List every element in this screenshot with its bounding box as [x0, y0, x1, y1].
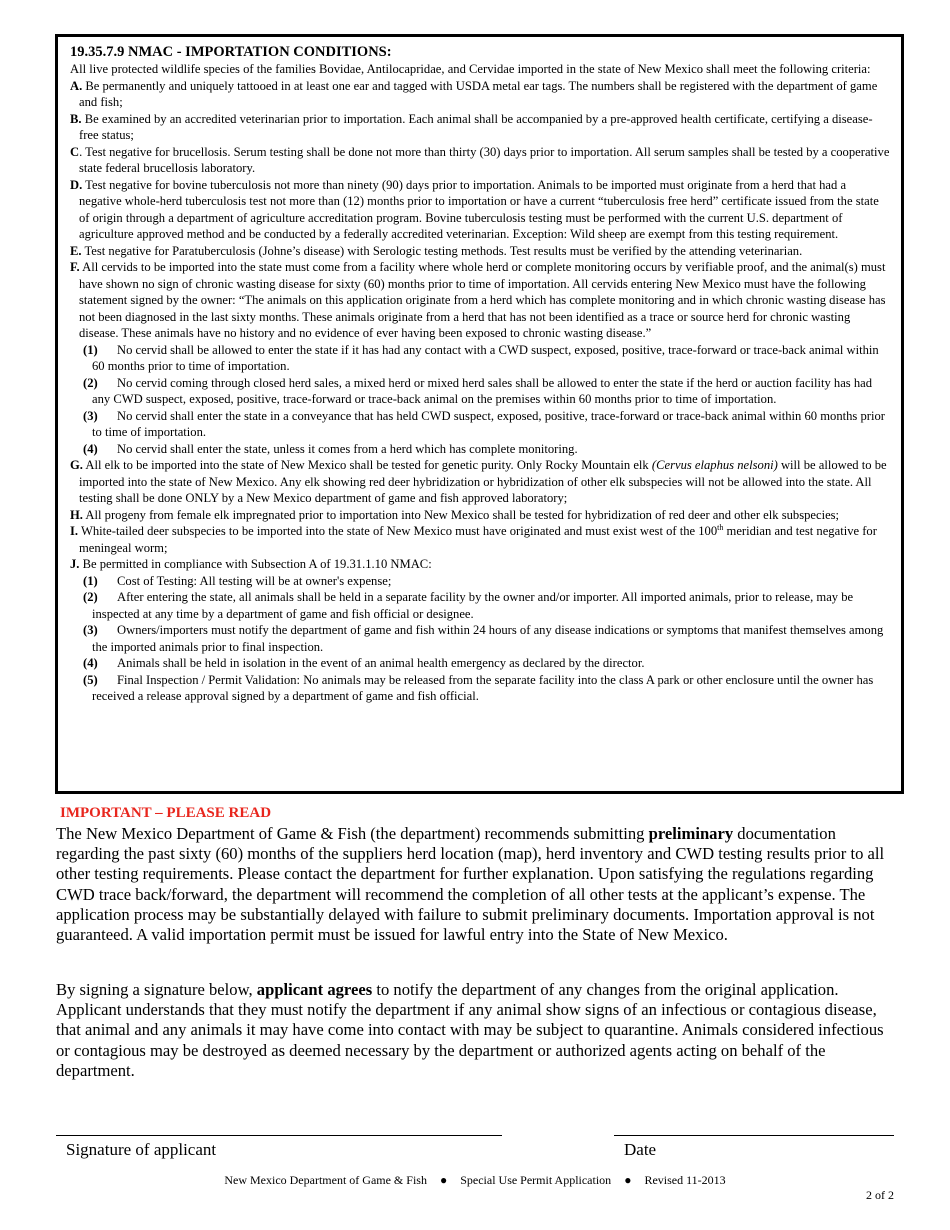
page-footer	[0, 1173, 950, 1188]
condition-a: A. Be permanently and uniquely tattooed in at least one ear and tagged with USDA metal ear tags. The numbers shall be registered with the department of game and fish;	[70, 78, 878, 109]
conditions-title: 19.35.7.9 NMAC - IMPORTATION CONDITIONS:	[70, 44, 392, 60]
condition-g: G. All elk to be imported into the state of New Mexico shall be tested for genetic purity. Only Rocky Mountain elk (Cervus elaphus nelsoni) will be allowed to be imported into the state of New Mexico. Any elk showing red deer hybridization or hybridization of other elk subspecies will not be allowed into the state. All testing shall be done ONLY by a New Mexico department of game and fish approved laboratory;	[70, 458, 887, 505]
applicant-signature-line[interactable]	[56, 1135, 502, 1136]
important-paragraph-1: The New Mexico Department of Game & Fish (the department) recommends submitting preliminary documentation regarding the past sixty (60) months of the suppliers herd location (map), herd inventory and CWD testing results prior to all other testing requirements. Please contact the department for further explanation. Upon satisfying the regulations regarding CWD trace back/forward, the department will recommend the completion of all other tests at the applicant’s expense. The application process may be substantially delayed with failure to submit preliminary documents. Importation approval is not guaranteed. A valid importation permit must be issued for lawful entry into the State of New Mexico.	[56, 824, 885, 945]
conditions-intro: All live protected wildlife species of the families Bovidae, Antilocapridae, and Cervidae imported in the state of New Mexico shall meet the following criteria:	[70, 62, 871, 76]
applicant-signature-label: Signature of applicant	[66, 1140, 217, 1159]
bullet-icon: ●	[439, 1173, 448, 1187]
condition-f-2: (2) No cervid coming through closed herd sales, a mixed herd or mixed herd sales shall be allowed to enter the state if the herd or auction facility has had any CWD suspect, exposed, positive, trace-forward or trace-back animal on the premises within 60 months prior to time of importation.	[83, 375, 873, 406]
footer-revised: Revised 11-2013	[644, 1173, 726, 1187]
footer-org: New Mexico Department of Game & Fish	[224, 1173, 427, 1187]
date-label: Date	[624, 1140, 657, 1159]
important-heading: IMPORTANT – PLEASE READ	[60, 805, 272, 821]
condition-j-2: (2) After entering the state, all animals shall be held in a separate facility by the owner and/or importer. All imported animals, prior to release, may be inspected at any time by a department of game and fish official or designee.	[83, 590, 854, 621]
condition-i: I. White-tailed deer subspecies to be imported into the state of New Mexico must have originated and must exist west of the 100th meridian and test negative for meningeal worm;	[70, 522, 877, 555]
condition-f-1: (1) No cervid shall be allowed to enter the state if it has had any contact with a CWD suspect, exposed, positive, trace-forward or trace-back animal within 60 months prior to time of importation.	[83, 342, 879, 373]
condition-f-4: (4) No cervid shall enter the state, unless it comes from a herd which has complete monitoring.	[83, 441, 578, 456]
condition-b: B. Be examined by an accredited veterinarian prior to importation. Each animal shall be accompanied by a pre-approved health certificate, certifying a disease-free status;	[70, 111, 873, 142]
condition-j-5: (5) Final Inspection / Permit Validation: No animals may be released from the separate facility into the class A park or other enclosure until the owner has received a release approval signed by a department of game and fish official.	[83, 672, 874, 703]
footer-form: Special Use Permit Application	[460, 1173, 612, 1187]
condition-j-1: (1) Cost of Testing: All testing will be at owner's expense;	[83, 573, 392, 588]
bullet-icon: ●	[624, 1173, 632, 1187]
condition-d: D. Test negative for bovine tuberculosis not more than ninety (90) days prior to importation. Animals to be imported must originate from a herd that had a negative whole-herd tuberculosis test not more than (12) months prior to importation or have a current “tuberculosis free herd” certificate issued from the state of origin through a department of agriculture accreditation program. Bovine tuberculosis testing must be performed with the current U.S. department of agriculture approved method and be conducted by a federally accredited veterinarian. Exception: Wild sheep are exempt from this testing requirement.	[70, 177, 879, 241]
condition-j-4: (4) Animals shall be held in isolation in the event of an animal health emergency as declared by the director.	[83, 656, 645, 670]
condition-h: H. All progeny from female elk impregnated prior to importation into New Mexico shall be tested for hybridization of red deer and other elk subspecies;	[70, 507, 840, 522]
important-paragraph-2: By signing a signature below, applicant agrees to notify the department of any changes from the original application. Applicant understands that they must notify the department if any animal show signs of an infectious or contagious disease, that animal and any animals it may have come into contact with may be subject to quarantine. Animals considered infectious or contagious may be destroyed as deemed necessary by the department or authorized agents acting on behalf of the department.	[56, 980, 884, 1080]
date-line[interactable]	[614, 1135, 894, 1136]
condition-f: F. All cervids to be imported into the state must come from a facility where whole herd or complete monitoring occurs by verifiable proof, and the animal(s) must have shown no sign of chronic wasting disease for sixty (60) months prior to time of importation. All cervids entering New Mexico must have the following statement signed by the owner: “The animals on this application originate from a herd which has complete monitoring and in which chronic wasting disease has not been diagnosed in the last sixty months. These animals originate from a herd that has not been identified as a trace or source herd for chronic wasting disease. These animals have no history and no evidence of ever having been exposed to chronic wasting disease.”	[70, 260, 886, 340]
condition-e: E. Test negative for Paratuberculosis (Johne’s disease) with Serologic testing methods. Test results must be verified by the attending veterinarian.	[70, 243, 803, 258]
condition-j: J. Be permitted in compliance with Subsection A of 19.31.1.10 NMAC:	[70, 557, 432, 571]
importation-conditions-box	[55, 34, 904, 794]
condition-c: C. Test negative for brucellosis. Serum testing shall be done not more than thirty (30) days prior to importation. All serum samples shall be tested by a cooperative state federal brucellosis laboratory.	[70, 144, 890, 175]
condition-f-3: (3) No cervid shall enter the state in a conveyance that has held CWD suspect, exposed, positive, trace-forward or trace-back animal within 60 months prior to time of importation.	[83, 408, 885, 439]
page-number: 2 of 2	[866, 1188, 894, 1202]
condition-j-3: (3) Owners/importers must notify the department of game and fish within 24 hours of any disease indications or symptoms that manifest themselves among the imported animals prior to final inspection.	[83, 623, 884, 654]
